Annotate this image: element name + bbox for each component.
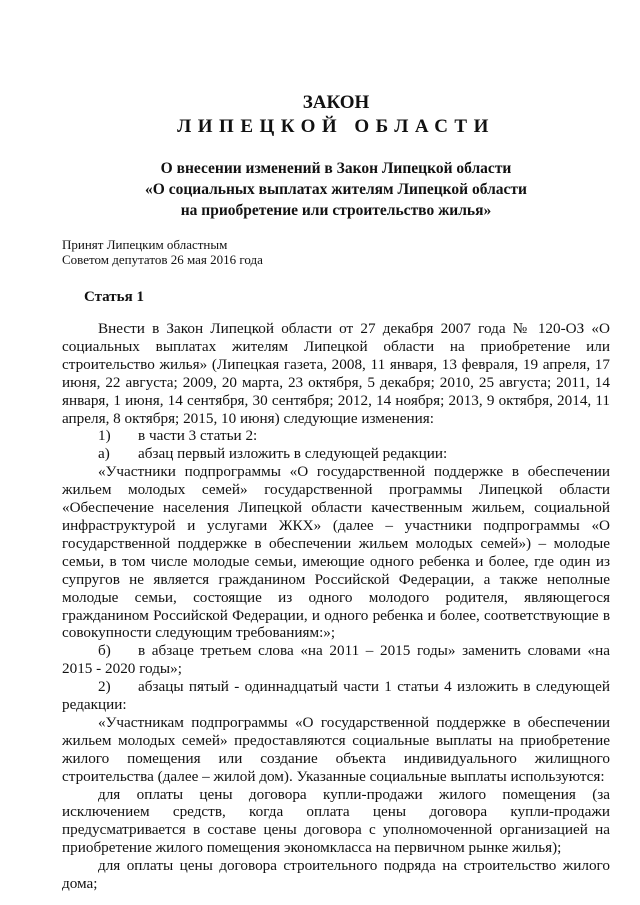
item-text: абзац первый изложить в следующей редакции: — [138, 445, 448, 463]
item-marker: а) — [98, 445, 110, 463]
document-page — [62, 92, 610, 893]
adoption-note — [62, 237, 610, 267]
item-marker: б) — [98, 642, 111, 660]
item-marker: 2) — [98, 678, 111, 696]
list-item — [62, 427, 610, 445]
article-intro: Внести в Закон Липецкой области от 27 декабря 2007 года № 120-ОЗ «О социальных выплатах жителям Липецкой области на приобретение или строительство жилья» (Липецкая газета, 2008, 11 января, 13 февраля, 19 апреля, 17 июня, 22 августа; 2009, 20 марта, 23 октября, 5 декабря; 2010, 25 августа; 2011, 14 января, 1 июня, 14 сентября, 30 сентября; 2012, 14 ноября; 2013, 9 октября, 2014, 11 апреля, 8 октября; 2015, 10 июня) следующие изменения: — [62, 320, 610, 427]
subtitle-line: О внесении изменений в Закон Липецкой области — [160, 160, 512, 177]
article-heading: Статья 1 — [84, 289, 144, 305]
item-text: в части 3 статьи 2: — [138, 427, 258, 445]
list-item — [62, 642, 610, 678]
quoted-paragraph: «Участники подпрограммы «О государственной поддержке в обеспечении жильем молодых семей» государственной программы Липецкой области «Обеспечение населения Липецкой области качественным жильем, социальной инфраструктурой и услугами ЖКХ» (далее – участники подпрограммы «О государственной поддержке в обеспечении жильем молодых семей») – молодые семьи, в том числе молодые семьи, имеющие одного ребенка и более, где один из супругов не является гражданином Российской Федерации, а также неполные молодые семьи, состоящие из одного молодого родителя, являющегося гражданином Российской Федерации, и одного ребенка и более, соответствующие в совокупности следующим требованиям:»; — [62, 463, 610, 642]
list-item — [62, 678, 610, 714]
adoption-line: Советом депутатов 26 мая 2016 года — [62, 252, 263, 267]
item-marker: 1) — [98, 427, 111, 445]
subtitle-line: на приобретение или строительство жилья» — [180, 202, 492, 219]
law-title: ЗАКОН — [302, 92, 370, 113]
region-title: ЛИПЕЦКОЙ ОБЛАСТИ — [177, 116, 495, 137]
usage-paragraph: для оплаты цены договора строительного подряда на строительство жилого дома; — [62, 857, 610, 893]
usage-paragraph: для оплаты цены договора купли-продажи жилого помещения (за исключением средств, когда оплата цены договора купли-продажи предусматривается в составе цены договора с уполномоченной организацией на приобретение жилого помещения экономкласса на первичном рынке жилья); — [62, 785, 610, 857]
list-item — [62, 445, 610, 463]
adoption-line: Принят Липецким областным — [62, 237, 228, 252]
article-body — [62, 320, 610, 893]
quoted-paragraph: «Участникам подпрограммы «О государственной поддержке в обеспечении жильем молодых семей» предоставляются социальные выплаты на приобретение жилого помещения или создание объекта индивидуального жилищного строительства (далее – жилой дом). Указанные социальные выплаты используются: — [62, 713, 610, 785]
subtitle-line: «О социальных выплатах жителям Липецкой области — [145, 181, 527, 198]
law-subtitle — [62, 158, 610, 221]
item-text: в абзаце третьем слова «на 2011 – 2015 годы» заменить словами «на 2015 - 2020 годы»; — [62, 642, 610, 678]
item-text: абзацы пятый - одиннадцатый части 1 статьи 4 изложить в следующей редакции: — [62, 678, 610, 714]
